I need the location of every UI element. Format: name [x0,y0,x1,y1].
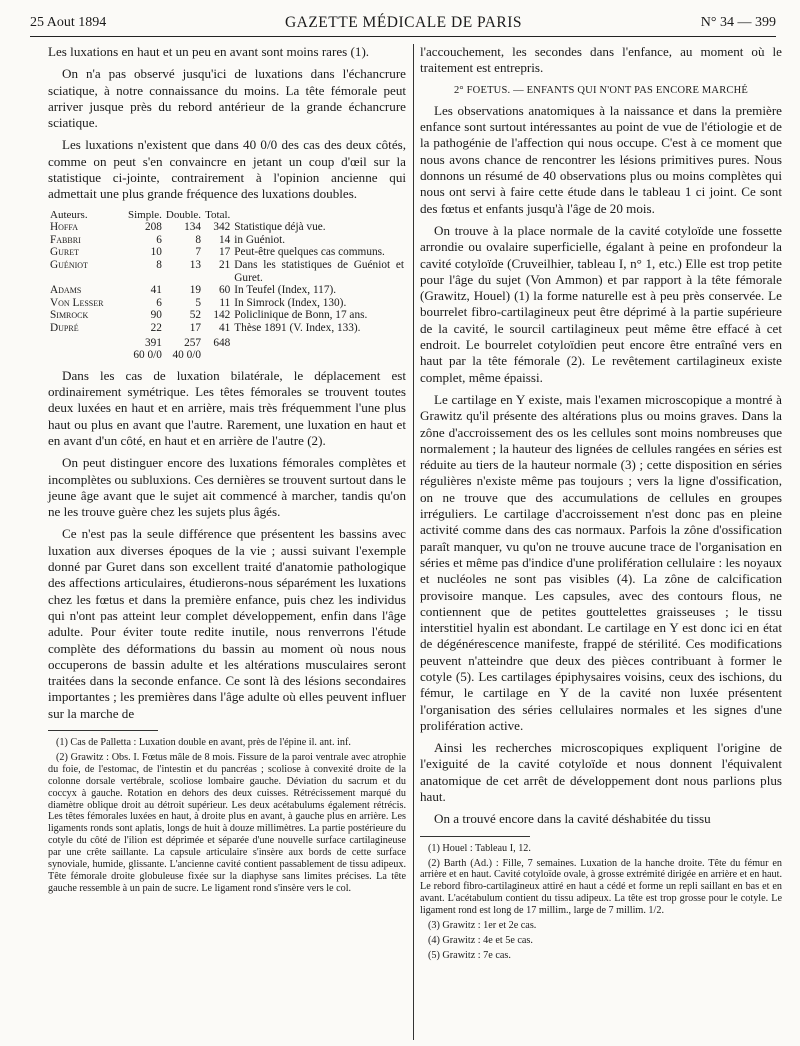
grand-total: 648 [213,336,231,349]
remark-cell: in Guéniot. [234,233,286,246]
paragraph: Ainsi les recherches microscopiques expliquent l'origine de l'exiguité de la cavité cotyloïde et nous donnent l'équivalent anatomique de cet arrêt de développement dont nous parlions plus haut. [420,740,782,805]
footnote: (2) Grawitz : Obs. I. Fœtus mâle de 8 mois. Fissure de la paroi ventrale avec atrophie du foie, de l'estomac, de l'intestin et du pancréas ; scoliose à convexité droite de la colonne dorsale vertébrale, scoliose lombaire gauche. Déviation du sacrum et du coccyx à gauche. Rotation en dehors des deux cuisses. Rétrécissement marqué du diamètre oblique droit au détroit supérieur. Les deux acétabulums également rétrécis. Les têtes fémorales luxées en haut, à droite plus en avant, à gauche plus en arrière. Les ligaments ronds sont aplatis, longs de huit à douze millimètres. La partie postérieure du cotyle du côté de l'ilion est déprimée et séparée d'une nouvelle surface cartilagineuse par une crête saillante. La capsule articulaire s'insère aux bords de cette surface synoviale, humide, glissante. L'ancienne cavité contient passablement de tissu adipeux. Tête fémorale droite globuleuse fixée sur la diaphyse sans limites précises. La tête gauche ressemble à un pain de sucre. Le ligament rond s'insère vers le col. [48,751,406,894]
paragraph: On a trouvé encore dans la cavité déshabitée du tissu [434,811,711,827]
footnote-rule [420,836,530,837]
total-simple: 391 [144,336,162,349]
paragraph: Ce n'est pas la seule différence que présentent les bassins avec luxation aux diverses époques de la vie ; aussi suivant l'exemple donné par Guret dans son excellent traité d'anatomie pathologique des affections articulaires, étudierons-nous séparément les luxations chez les fœtus et dans la première enfance, puis chez les individus qui n'ont pas atteint leur complet développement, enfin dans l'âge adulte. Pour éviter toute redite inutile, nous renverrons l'étude complète des déformations du bassin au moment où nous nous occuperons de bassin adulte et les altérations musculaires seront traitées dans la seconde enfance. Ce sont là des lésions secondaires importantes ; les premières dans l'âge adulte où elles peuvent influer sur la marche de [48,526,406,721]
author-cell: Hoffa [50,221,79,234]
remark-cell: Peut-être quelques cas communs. [234,246,385,259]
double-cell: 52 [189,309,202,322]
footnote: (2) Barth (Ad.) : Fille, 7 semaines. Luxation de la hanche droite. Tête du fémur en arrière et en haut. Cavité cotyloïde ovale, à grosse extrémité dirigée en arrière et en haut. Le rebord fibro-cartilagineux attiré en haut a cédé et forme un repli saillant en bas et en avant. L'acétabulum contient du tissu adipeux. La tête est trop grosse pour le cotyle. Le ligament rond est long de 17 millim., large de 7 millim. 1/2. [420,857,782,917]
paragraph: Les luxations en haut et un peu en avant sont moins rares (1). [48,44,370,59]
section-heading: 2° FOETUS. — ENFANTS QUI N'ONT PAS ENCORE MARCHÉ [453,84,749,96]
double-cell: 134 [184,221,202,234]
paragraph: Dans les cas de luxation bilatérale, le déplacement est ordinairement symétrique. Les têtes fémorales se trouvent toutes deux luxées en haut et en arrière, mais très fréquemment l'une plus haut ou plus en avant que l'autre. Rarement, une luxation en haut et en avant d'un côté, en haut et en arrière de l'autre (2). [48,367,406,448]
simple-cell: 6 [156,233,162,246]
percent-simple: 60 0/0 [133,349,162,362]
table-row [48,234,406,247]
author-cell: Guéniot [50,259,88,272]
table-row [48,246,406,259]
author-cell: Adams [50,284,82,297]
percent-double: 40 0/0 [172,349,202,362]
table-row [48,284,406,297]
paragraph: On trouve à la place normale de la cavité cotyloïde une fossette arrondie ou ovalaire superficielle, égalant à peine en profondeur la cavité cotyloïde (Cruveilhier, tableau I, n° 1, etc.) Elle est trop petite pour l'âge du sujet (Von Ammon) et par rapport à la tête fémorale (Grawitz, Houel) (1) la forme naturelle est à peu près conservée. Le bourrelet fibro-cartilagineux peut être déprimé à la partie supérieure de la cavité, le sourcil cartilagineux peut même être effacé à cet endroit. Le bourrelet cotyloïdien peut encore être entraîné vers en haut par la tête fémorale (2). Le revêtement cartilagineux existe complet, même épaissi. [420,222,782,385]
author-cell: Dupré [50,322,79,335]
total-cell: 142 [213,309,231,322]
author-cell: Von Lesser [50,296,104,309]
total-cell: 17 [218,246,231,259]
paragraph: On n'a pas observé jusqu'ici de luxations dans l'échancrure sciatique, à notre connaissance du moins. La tête fémorale peut arriver jusque près du rebord antérieur de la grande échancrure sciatique. [48,66,406,131]
total-cell: 11 [219,296,231,309]
remark-cell: Policlinique de Bonn, 17 ans. [234,309,368,322]
double-cell: 19 [189,284,202,297]
author-cell: Fabbri [50,233,81,246]
remark-cell: In Simrock (Index, 130). [234,296,347,309]
total-cell: 14 [218,233,231,246]
totals-row [48,335,406,350]
footnote: (1) Houel : Tableau I, 12. [428,842,531,854]
table-row [48,221,406,234]
paragraph: l'accouchement, les secondes dans l'enfance, au moment où le traitement est entrepris. [420,44,782,76]
percent-row [48,349,406,362]
footnote: (4) Grawitz : 4e et 5e cas. [428,935,533,946]
simple-cell: 10 [150,246,162,259]
double-cell: 13 [189,259,202,272]
table-header [232,209,406,222]
footnote: (3) Grawitz : 1er et 2e cas. [428,920,537,932]
total-cell: 41 [218,322,231,335]
paragraph: Les observations anatomiques à la naissance et dans la première enfance sont surtout intéressantes au point de vue de l'étiologie et de la pathogénie de l'affection qui nous occupe. C'est à ce moment que nous avons chance de rencontrer les lésions primitives pures. Nous donnons un résumé de 40 observations plus ou moins complètes qui nous ont servi à faire cette étude dans le tableau 1 ci joint. Ce sont des fœtus et enfants jusqu'à l'âge de 20 mois. [420,102,782,216]
double-cell: 7 [195,246,202,259]
table-row [48,309,406,322]
simple-cell: 208 [144,221,162,234]
simple-cell: 41 [150,284,162,297]
footnote-rule [48,730,158,731]
table-header: Total. [205,208,231,221]
table-row [48,322,406,335]
total-cell: 342 [213,221,231,234]
table-header-row [48,209,406,222]
total-cell: 60 [218,284,231,297]
journal-title: GAZETTE MÉDICALE DE PARIS [284,14,523,31]
table-row [48,259,406,284]
remark-cell: Statistique déjà vue. [234,221,326,234]
double-cell: 17 [189,322,202,335]
remark-cell: In Teufel (Index, 117). [234,284,337,297]
page-header [30,12,776,34]
simple-cell: 8 [156,259,162,272]
left-column [48,44,406,898]
total-double: 257 [184,336,202,349]
remark-cell: Thèse 1891 (V. Index, 133). [234,322,361,335]
issue-page-number: N° 34 — 399 [700,15,776,30]
footnote: (5) Grawitz : 7e cas. [428,949,511,961]
table-header: Double. [165,208,202,221]
right-column [420,44,782,965]
double-cell: 8 [195,233,202,246]
paragraph: Les luxations n'existent que dans 40 0/0 des cas des deux côtés, comme on peut s'en convaincre en jetant un coup d'œil sur la statistique ci-jointe, contrairement à l'opinion ancienne qui admettait une plus grande fréquence des luxations doubles. [48,137,406,202]
header-rule [30,36,776,37]
paragraph: On peut distinguer encore des luxations fémorales complètes et incomplètes ou subluxions. Ces dernières se trouvent surtout dans le jeune âge avant que le sujet ait commencé à marcher, tandis qu'on ne les trouve guère chez les sujets plus âgés. [48,455,406,520]
table-row [48,297,406,310]
total-cell: 21 [218,259,231,272]
footnote: (1) Cas de Palletta : Luxation double en avant, près de l'épine il. ant. inf. [56,737,351,749]
table-header: Simple. [128,208,162,221]
statistics-table [48,209,406,362]
table-header: Auteurs. [50,208,88,221]
remark-cell: Dans les statistiques de Guéniot et Guret. [234,259,404,284]
author-cell: Guret [50,246,80,259]
author-cell: Simrock [50,309,89,322]
simple-cell: 22 [150,322,162,335]
paragraph: Le cartilage en Y existe, mais l'examen microscopique a montré à Grawitz qu'il présente des altérations plus ou moins graves. Dans la zône d'accroissement des os les cellules sont moins nombreuses que normalement ; la hauteur des lignées de cellules rangées en séries est réduite au tiers de la hauteur normale (3) ; cette disposition en séries régulières n'existe même pas toujours ; vers la ligne d'ossification, on ne trouve que des accumulations de cellules en groupes irréguliers. Le cartilage d'accroissement n'est donc pas en pleine activité comme dans des cas normaux. Parfois la zône d'ossification paraît manquer, vu qu'on ne trouve aucune trace de l'organisation en séries et même pas d'indice d'une prolifération cellulaire : les noyaux et nucléoles ne sont pas visibles (4). La zône de calcification provisoire manque. Les capsules, avec des contours flous, ne contiennent que de petites gouttelettes graisseuses ; le tissu interstitiel hyalin est abondant. Le cartilage en Y est donc ici en état de dégénérescence manifeste, frappé de stérilité. Ces modifications peuvent n'atteindre que deux des pièces contribuant à former le cotyle (5). Les cartilages épiphysaires voisins, ceux des ischions, du fémur, le cartilage en Y de la cavité non luxée présentent l'organisation des séries cellulaires normales et les signes d'une prolifération active. [420,391,782,733]
simple-cell: 6 [156,296,162,309]
simple-cell: 90 [150,309,162,322]
header-date: 25 Aout 1894 [30,15,107,30]
double-cell: 5 [195,296,202,309]
column-divider [413,44,414,1040]
